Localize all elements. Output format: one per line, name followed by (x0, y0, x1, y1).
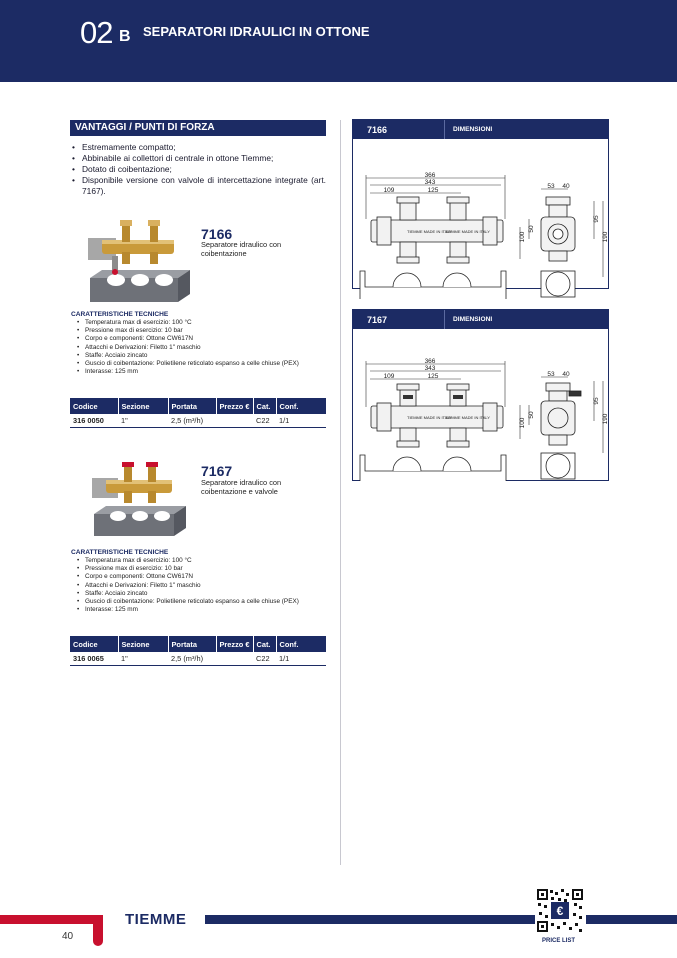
cell-codice: 316 0065 (70, 652, 118, 665)
table-row (70, 414, 326, 427)
dim-text: 343 (424, 365, 436, 372)
advantage-item: • Abbinabile ai collettori di centrale in ottone Tiemme; (70, 153, 326, 164)
brass-body (88, 220, 174, 275)
stamp-text: TIEMME MADE IN ITALY (407, 415, 452, 420)
header-separator (444, 120, 445, 139)
spec-item: • Pressione max di esercizio: 10 bar (76, 327, 321, 335)
col-prezzo: Prezzo € (216, 636, 253, 652)
dim-text: 366 (424, 358, 436, 365)
chapter-title: SEPARATORI IDRAULICI IN OTTONE (143, 24, 370, 39)
col-cat: Cat. (253, 398, 276, 414)
technical-drawing (353, 329, 608, 481)
table-row (70, 652, 326, 665)
dimensions-header (353, 120, 608, 139)
col-portata: Portata (168, 636, 216, 652)
cell-conf: 1/1 (276, 414, 326, 427)
col-codice: Codice (70, 636, 118, 652)
product-image-7167 (86, 456, 191, 540)
side-view (541, 383, 581, 445)
specs-list (76, 557, 321, 614)
dimension-labels (384, 172, 570, 194)
page-number: 40 (62, 931, 74, 942)
dimensions-code: 7166 (367, 125, 388, 135)
dim-text: 53 (547, 183, 555, 190)
col-cat: Cat. (253, 636, 276, 652)
stamp-text: TIEMME MADE IN ITALY (407, 229, 452, 234)
spec-item: • Guscio di coibentazione: Polietilene reticolato espanso a celle chiuse (PEX) (76, 598, 321, 606)
product-code: 7167 (201, 463, 233, 479)
dim-text: 343 (424, 179, 436, 186)
cell-portata: 2,5 (m³/h) (168, 414, 216, 427)
col-conf: Conf. (276, 636, 326, 652)
dim-text: 40 (562, 371, 570, 378)
specs-title: CARATTERISTICHE TECNICHE (71, 311, 169, 318)
advantage-item: • Estremamente compatto; (70, 142, 326, 153)
footer-red-hook (93, 915, 103, 946)
page-header (0, 0, 677, 82)
chapter-number: 02 (80, 15, 113, 50)
product-description: Separatore idraulico con coibentazione e valvole (201, 478, 282, 496)
insulation-front-view (360, 455, 506, 481)
price-table (70, 398, 326, 428)
dim-text: 190 (602, 231, 609, 243)
cell-sezione: 1" (118, 414, 168, 427)
spec-item: • Pressione max di esercizio: 10 bar (76, 565, 321, 573)
dim-text: 53 (547, 371, 555, 378)
dimensions-label: DIMENSIONI (453, 316, 493, 323)
dim-text: 190 (602, 413, 609, 425)
cell-portata: 2,5 (m³/h) (168, 652, 216, 665)
col-portata: Portata (168, 398, 216, 414)
price-table (70, 636, 326, 666)
spec-item: • Attacchi e Derivazioni: Filetto 1" maschio (76, 344, 321, 352)
footer-blue-bar (205, 915, 535, 924)
dim-text: 100 (519, 231, 526, 243)
col-sezione: Sezione (118, 398, 168, 414)
col-codice: Codice (70, 398, 118, 414)
dim-text: 50 (528, 411, 535, 419)
technical-drawing (353, 139, 608, 289)
dim-text: 366 (424, 172, 436, 179)
cell-conf: 1/1 (276, 652, 326, 665)
header-separator (444, 310, 445, 329)
spec-item: • Corpo e componenti: Ottone CW617N (76, 335, 321, 343)
specs-title: CARATTERISTICHE TECNICHE (71, 549, 169, 556)
spec-item: • Attacchi e Derivazioni: Filetto 1" maschio (76, 582, 321, 590)
cell-cat: C22 (253, 414, 276, 427)
spec-item: • Interasse: 125 mm (76, 606, 321, 614)
insulation-front-view (360, 271, 506, 299)
cell-codice: 316 0050 (70, 414, 118, 427)
brand-logo: TIEMME (125, 911, 187, 928)
dimensions-header (353, 310, 608, 329)
cell-prezzo (216, 414, 253, 427)
spec-item: • Staffe: Acciaio zincato (76, 590, 321, 598)
cell-cat: C22 (253, 652, 276, 665)
stamp-text: TIEMME MADE IN ITALY (445, 415, 490, 420)
dim-text: 95 (593, 397, 600, 405)
cell-sezione: 1" (118, 652, 168, 665)
dim-text: 125 (427, 187, 439, 194)
chapter-letter: B (119, 28, 131, 45)
product-code: 7166 (201, 226, 233, 242)
advantages-list (70, 142, 326, 197)
dim-text: 109 (383, 373, 395, 380)
advantages-title: VANTAGGI / PUNTI DI FORZA (70, 120, 326, 136)
svg-text:€: € (556, 904, 564, 918)
insulation-side-view (541, 453, 575, 479)
dimensions-code: 7167 (367, 315, 388, 325)
valve-handles (403, 395, 463, 399)
spec-item: • Staffe: Acciaio zincato (76, 352, 321, 360)
table-header-row (70, 398, 326, 414)
dim-text: 109 (383, 187, 395, 194)
dim-text: 95 (593, 215, 600, 223)
specs-list (76, 319, 321, 376)
footer-red-bar (0, 915, 98, 924)
dim-text: 100 (519, 417, 526, 429)
stamp-text: TIEMME MADE IN ITALY (445, 229, 490, 234)
brass-body (92, 462, 172, 503)
dim-text: 125 (427, 373, 439, 380)
dim-text: 40 (562, 183, 570, 190)
qr-code-icon[interactable] (536, 888, 584, 933)
dim-text: 50 (528, 225, 535, 233)
col-sezione: Sezione (118, 636, 168, 652)
column-divider (340, 120, 341, 865)
spec-item: • Corpo e componenti: Ottone CW617N (76, 573, 321, 581)
footer-blue-bar-right (586, 915, 677, 924)
spec-item: • Interasse: 125 mm (76, 368, 321, 376)
spec-item: • Guscio di coibentazione: Polietilene reticolato espanso a celle chiuse (PEX) (76, 360, 321, 368)
dimensions-box-7166 (352, 119, 609, 289)
spec-item: • Temperatura max di esercizio: 100 °C (76, 319, 321, 327)
product-description: Separatore idraulico con coibentazione (201, 240, 282, 258)
insulation-shell (94, 506, 186, 536)
insulation-side-view (541, 271, 575, 297)
insulation-shell (90, 270, 190, 302)
advantage-item: • Disponibile versione con valvole di intercettazione integrate (art. 7167). (70, 175, 326, 197)
price-list-label: PRICE LIST (542, 938, 576, 944)
cell-prezzo (216, 652, 253, 665)
col-conf: Conf. (276, 398, 326, 414)
advantage-item: • Dotato di coibentazione; (70, 164, 326, 175)
spec-item: • Temperatura max di esercizio: 100 °C (76, 557, 321, 565)
product-image-7166 (80, 216, 195, 306)
dimensions-label: DIMENSIONI (453, 126, 493, 133)
col-prezzo: Prezzo € (216, 398, 253, 414)
side-view (541, 197, 575, 261)
dimensions-box-7167 (352, 309, 609, 481)
table-header-row (70, 636, 326, 652)
